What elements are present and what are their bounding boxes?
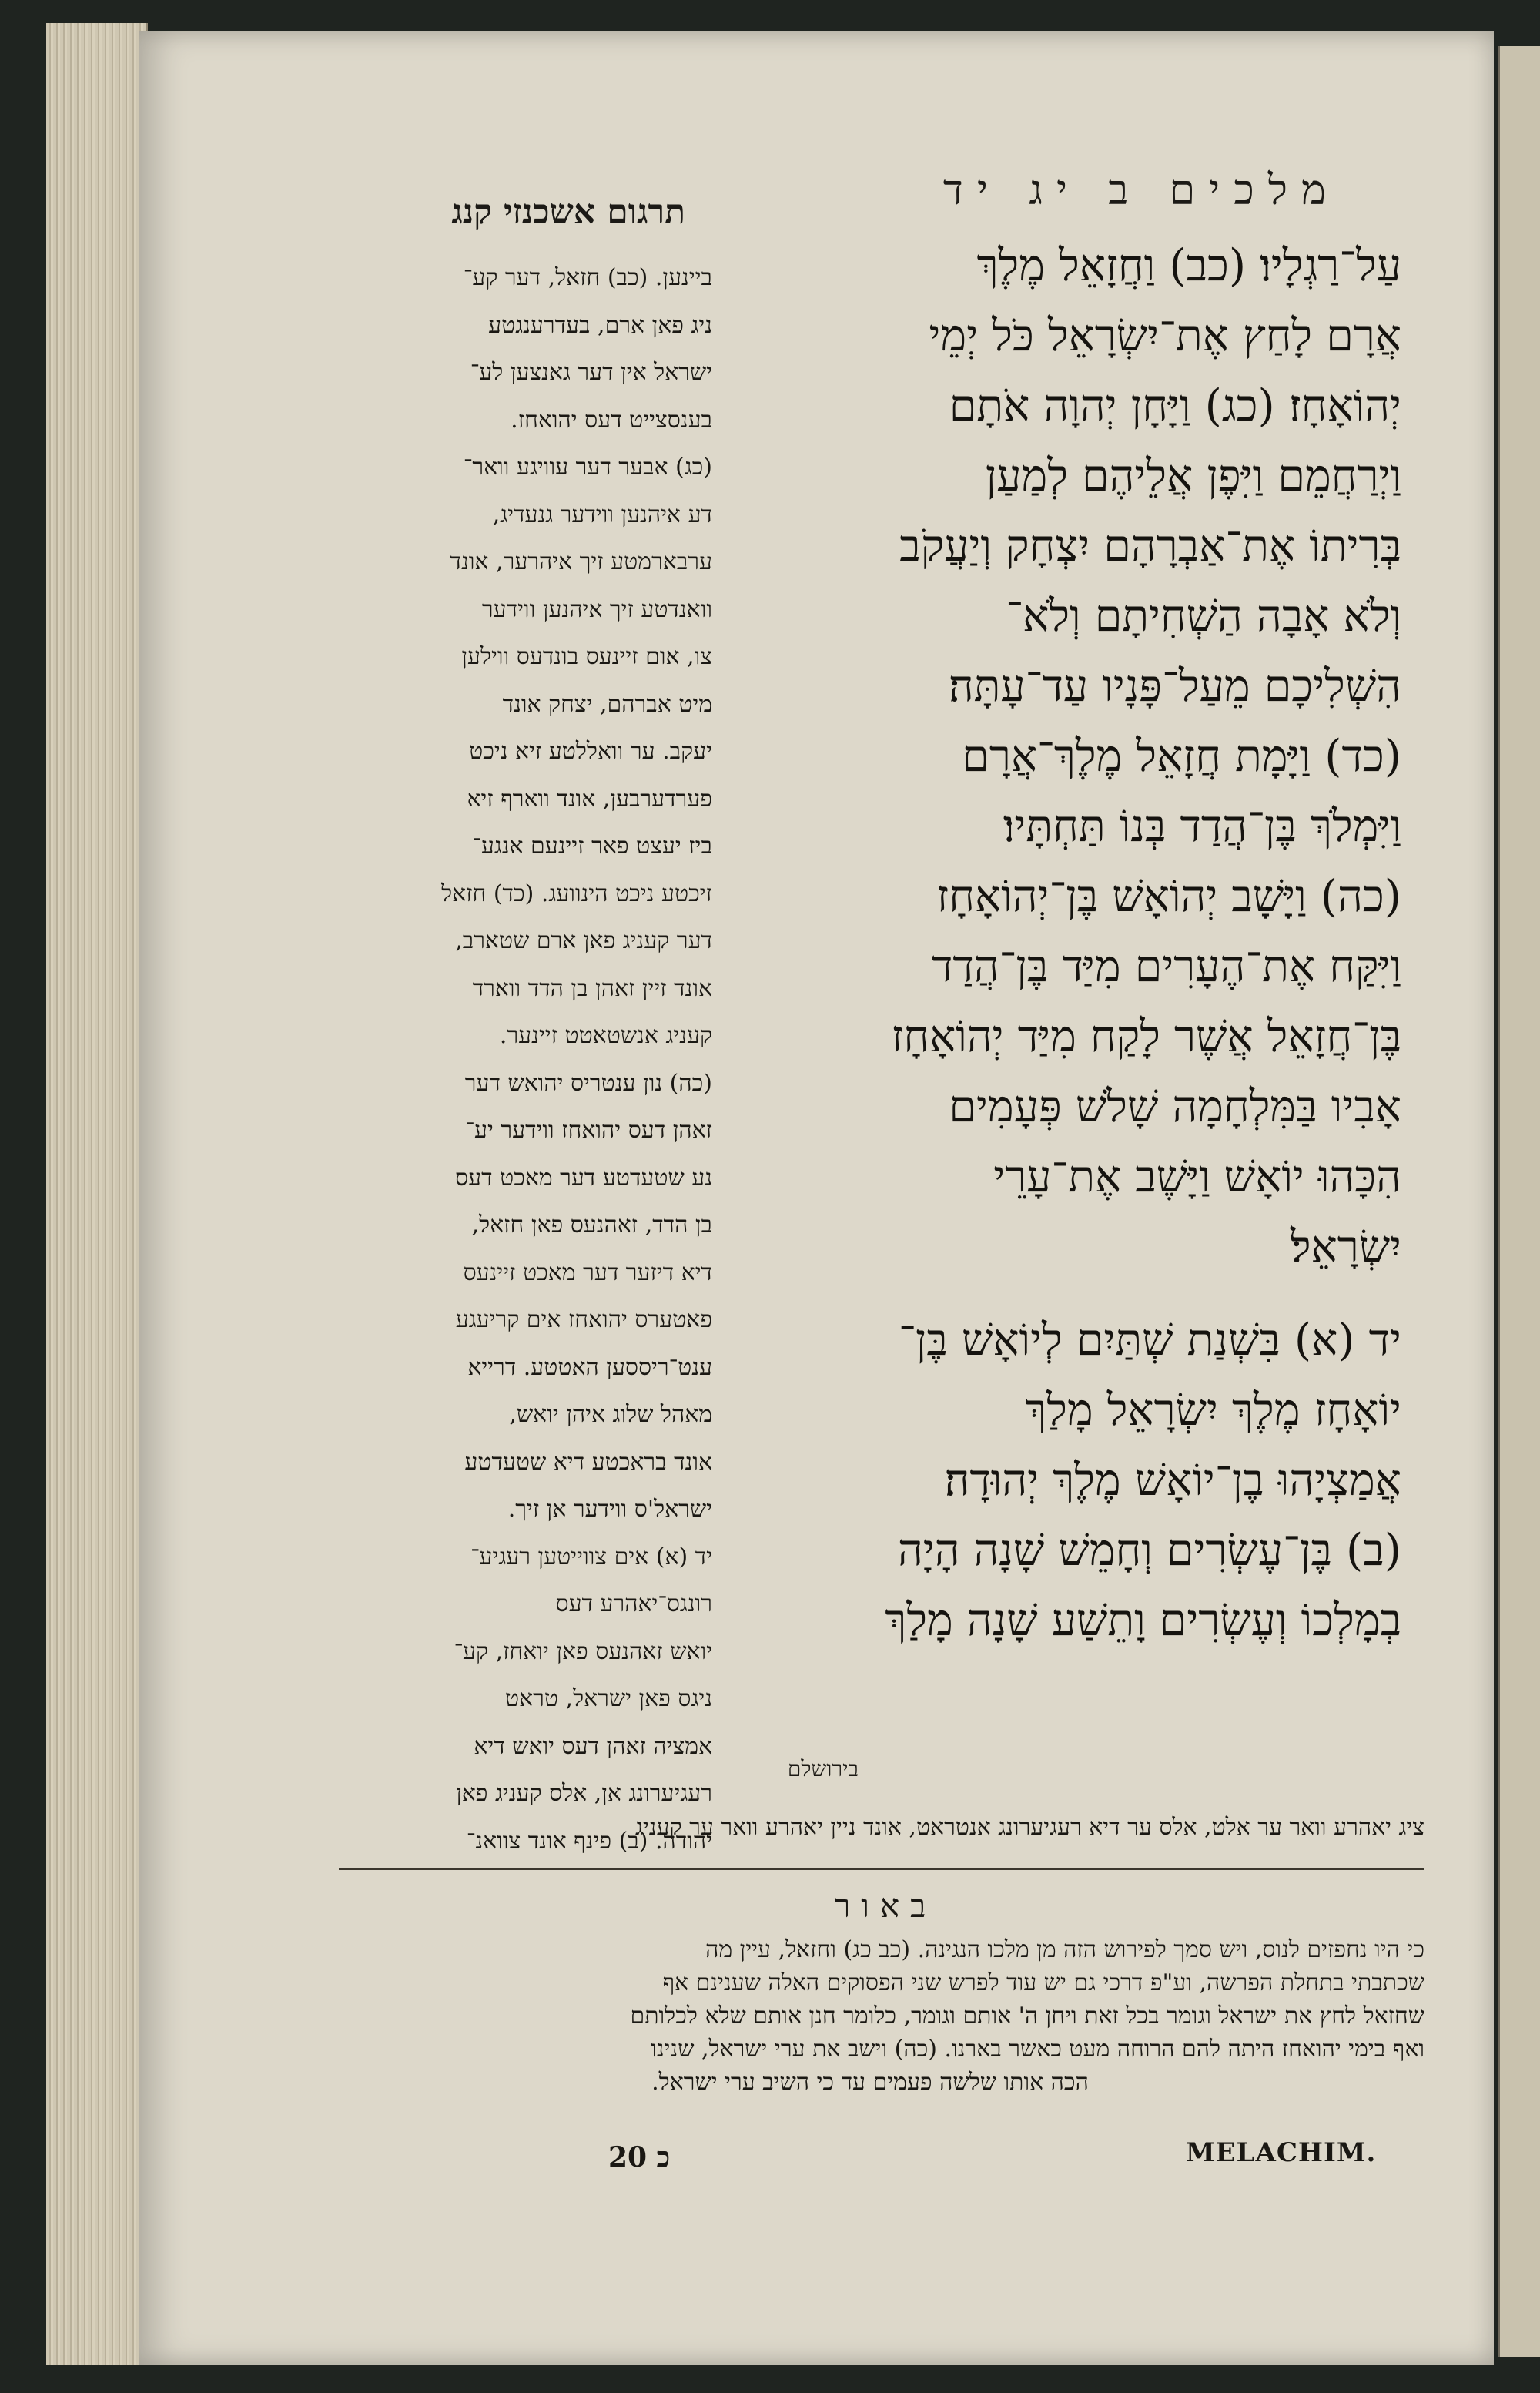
- text-line: עַל־רַגְלָיו׃ (כב) וַחֲזָאֵל מֶלֶךְ: [976, 240, 1401, 291]
- commentary-line: ואף בימי יהואחז היתה להם הרוחה מעט כאשר בארנו. (כה) וישב את ערי ישראל, שנינו: [651, 2036, 1424, 2063]
- translation-line: דע איהנען ווידער גנעדיג,: [492, 501, 712, 528]
- translation-line: (כג) אבער דער עוויגע וואר־: [463, 454, 712, 481]
- translation-line: ישראל'ס ווידער אן זיך.: [507, 1496, 712, 1523]
- text-line: (כד) וַיָּמָת חֲזָאֵל מֶלֶךְ־אֲרָם: [962, 731, 1401, 782]
- translation-line: זאהן דעס יהואחז ווידער יע־: [465, 1117, 712, 1144]
- translation-line: קעניג אנשטאטט זיינער.: [499, 1022, 712, 1049]
- text-line: הִשְׁלִיכָם מֵעַל־פָּנָיו עַד־עָתָּה׃: [948, 661, 1401, 712]
- running-head-book: מלכים ב יג יד: [942, 166, 1340, 214]
- translation-line: פערדערבען, אונד ווארף זיא: [467, 785, 712, 813]
- translation-line: ביז יעצט פאר זיינעם אנגע־: [472, 833, 712, 860]
- translation-line: זיכטע ניכט הינוועג. (כד) חזאל: [441, 880, 712, 907]
- translation-line: אונד זיין זאהן בן הדד ווארד: [472, 974, 712, 1002]
- catchword: בירושלם: [787, 1756, 859, 1781]
- translation-line: ניג פאן ארם, בעדרענגטע: [488, 311, 712, 339]
- commentary-line: שחזאל לחץ את ישראל וגומר בכל זאת ויחן ה' אותם וגומר, כלומר חנן אותם שלא לכלותם: [630, 2003, 1424, 2029]
- translation-line: ניגס פאן ישראל, טראט: [505, 1685, 712, 1712]
- chapter-line: בְמָלְכוֹ וְעֶשְׂרִים וָתֵשַׁע שָׁנָה מָלַךְ: [885, 1595, 1401, 1646]
- text-line: וַיְרַחֲמֵם וַיִּפֶן אֲלֵיהֶם לְמַעַן: [985, 451, 1401, 501]
- text-line: הִכָּהוּ יוֹאָשׁ וַיָּשֶׁב אֶת־עָרֵי: [993, 1151, 1401, 1202]
- translation-line: מיט אברהם, יצחק אונד: [502, 690, 712, 718]
- divider-rule: [339, 1868, 1424, 1870]
- commentary-block: [316, 1933, 1424, 2164]
- chapter-line: אֲמַצְיָהוּ בֶן־יוֹאָשׁ מֶלֶךְ יְהוּדָה׃: [944, 1455, 1401, 1506]
- translation-line: יואש זאהנעס פאן יואחז, קע־: [454, 1637, 712, 1665]
- translation-line: וואנדטע זיך איהנען ווידער: [481, 595, 712, 623]
- translation-line: בן הדד, זאהנעס פאן חזאל,: [471, 1212, 712, 1238]
- translation-line: ענט־ריססען האטטע. דרייא: [467, 1353, 712, 1381]
- translation-line: רונגס־יאהרע דעס: [555, 1590, 712, 1617]
- translation-line: בענסצייט דעס יהואחז.: [511, 406, 712, 434]
- translation-continuation: ציג יאהרע וואר ער אלט, אלס ער דיא רעגיערונג אנטראט, אונד ניין יאהרע וואר ער קעניג: [635, 1814, 1424, 1841]
- page-stack-edge: [46, 23, 148, 2365]
- chapter-line: (ב) בֶּן־עֶשְׂרִים וְחָמֵשׁ שָׁנָה הָיָה: [897, 1525, 1401, 1576]
- text-line: וַיִּמְלֹךְ בֶּן־הֲדַד בְּנוֹ תַּחְתָּיו׃: [1003, 801, 1401, 852]
- hebrew-main-text: [732, 231, 1401, 1771]
- translation-line: ישראל אין דער גאנצען לע־: [470, 359, 712, 386]
- running-head-translation: תרגום אשכנזי קנג: [451, 193, 685, 232]
- translation-line: צו, אום זיינעס בונדעס ווילען: [461, 643, 712, 670]
- signature-mark: MELACHIM.: [1186, 2137, 1377, 2168]
- commentary-line: כי היו נחפזים לנוס, ויש סמך לפירוש הזה מן מלכו הנגינה. (כב כג) וחזאל, עיין מה: [705, 1936, 1424, 1963]
- translation-column: [312, 254, 712, 1855]
- facing-page-edge: [1498, 46, 1540, 2357]
- translation-line: יעקב. ער וואללטע זיא ניכט: [469, 738, 712, 765]
- chapter-gap: [732, 1282, 1401, 1305]
- translation-line: דיא דיזער דער מאכט זיינעס: [463, 1259, 712, 1286]
- text-line: אָבִיו בַּמִּלְחָמָה שָׁלֹשׁ פְּעָמִים: [949, 1081, 1401, 1132]
- chapter-line: יוֹאָחָז מֶלֶךְ יִשְׂרָאֵל מָלַךְ: [1025, 1385, 1401, 1436]
- translation-line: אונד בראכטע דיא שטעדטע: [464, 1448, 712, 1476]
- translation-line: דער קעניג פאן ארם שטארב,: [455, 927, 712, 954]
- translation-line: נע שטעדטע דער מאכט דעס: [455, 1164, 712, 1191]
- translation-line: מאהל שלוג איהן יואש,: [509, 1401, 712, 1428]
- translation-line: פאטערס יהואחז אים קריעגע: [455, 1306, 712, 1333]
- text-line: (כה) וַיָּשָׁב יְהוֹאָשׁ בֶּן־יְהוֹאָחָז: [936, 871, 1401, 922]
- page-number: 20 כ: [608, 2141, 671, 2173]
- translation-line: ערבארמטע זיך איהרער, אונד: [450, 548, 712, 575]
- translation-line: אמציה זאהן דעס יואש דיא: [474, 1732, 712, 1760]
- translation-line: (כה) נון ענטריס יהואש דער: [464, 1069, 712, 1097]
- text-line: וְלֹא אָבָה הַשְׁחִיתָם וְלֹא־: [1006, 591, 1401, 642]
- translation-line: ביינען. (כב) חזאל, דער קע־: [463, 264, 712, 291]
- text-line: וַיִּקַּח אֶת־הֶעָרִים מִיַּד בֶּן־הֲדַד: [931, 941, 1401, 992]
- text-line: בְּרִיתוֹ אֶת־אַבְרָהָם יִצְחָק וְיַעֲקֹב: [899, 521, 1401, 571]
- chapter-line: יד (א) בִּשְׁנַת שְׁתַּיִם לְיוֹאָשׁ בֶּן־: [899, 1315, 1401, 1366]
- text-line: יִשְׂרָאֵל׃: [1290, 1222, 1401, 1272]
- translation-line: יד (א) אים צווייטען רעגיע־: [470, 1543, 712, 1570]
- commentary-title: באור: [834, 1887, 937, 1925]
- text-line: יְהוֹאָחָז׃ (כג) וַיָּחָן יְהוָה אֹתָם: [949, 380, 1401, 431]
- translation-line: יהודה. (ב) פינף אונד צוואנ־: [466, 1827, 712, 1855]
- commentary-line: הכה אותו שלשה פעמים עד כי השיב ערי ישראל.: [651, 2069, 1089, 2096]
- text-line: בֶּן־חֲזָאֵל אֲשֶׁר לָקַח מִיַּד יְהוֹאָחָז: [891, 1011, 1401, 1062]
- text-line: אֲרָם לָחַץ אֶת־יִשְׂרָאֵל כֹּל יְמֵי: [929, 310, 1401, 361]
- commentary-line: שכתבתי בתחלת הפרשה, וע"פ דרכי גם יש עוד לפרש שני הפסוקים האלה שענינם אף: [662, 1969, 1424, 1996]
- translation-line: רעגיערונג אן, אלס קעניג פאן: [456, 1780, 712, 1807]
